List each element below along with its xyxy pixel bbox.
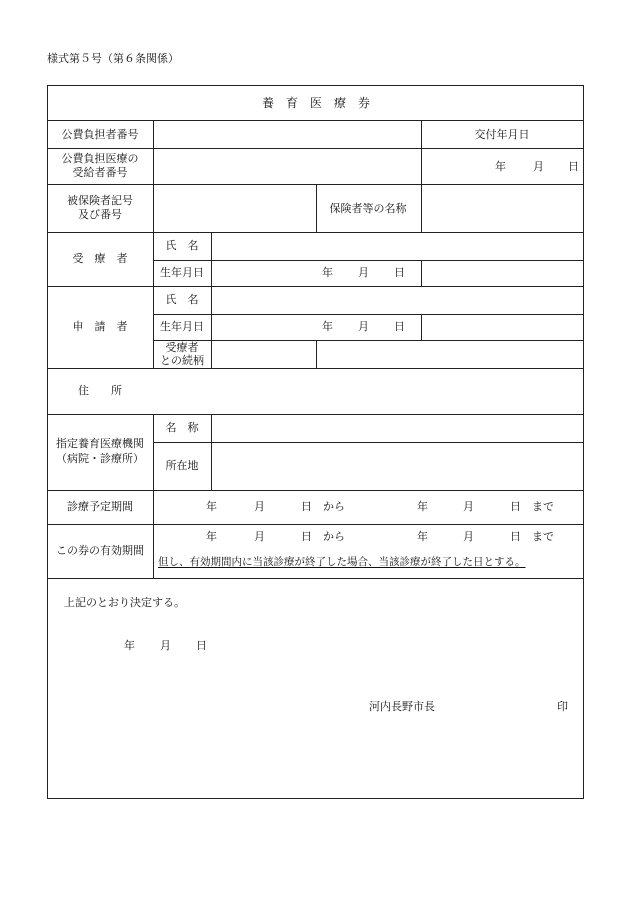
scheduled-period-label: 診療予定期間 xyxy=(67,500,133,513)
form-number: 様式第５号（第６条関係） xyxy=(47,52,179,65)
valid-period-label: この券の有効期間 xyxy=(56,544,144,557)
applicant-birth-year: 年 xyxy=(322,320,333,333)
valid-from-year: 年 xyxy=(206,530,217,543)
scheduled-from-text: から xyxy=(323,500,345,513)
issue-date-year: 年 xyxy=(495,160,506,173)
address-label: 住 所 xyxy=(78,384,122,397)
applicant-label: 申 請 者 xyxy=(72,320,128,333)
form-title: 養 育 医 療 券 xyxy=(261,96,371,110)
institution-label-line1: 指定養育医療機関 xyxy=(56,437,144,450)
insurer-name-label: 保険者等の名称 xyxy=(329,202,407,215)
insured-number-label-line1: 被保険者記号 xyxy=(67,194,133,207)
valid-to-month: 月 xyxy=(463,530,474,543)
institution-location-label: 所在地 xyxy=(165,459,199,472)
patient-name-label: 氏 名 xyxy=(165,239,199,252)
decision-text: 上記のとおり決定する。 xyxy=(64,596,185,609)
patient-label: 受 療 者 xyxy=(72,252,128,265)
institution-label-line2: （病院・診療所） xyxy=(56,452,144,465)
patient-birth-month: 月 xyxy=(358,266,369,279)
insured-number-label-line2: 及び番号 xyxy=(78,208,122,221)
decision-month: 月 xyxy=(160,639,171,652)
medical-voucher-form xyxy=(47,85,584,799)
recipient-number-label-line1: 公費負担医療の xyxy=(61,152,139,165)
issue-date-month: 月 xyxy=(533,160,544,173)
relation-label-line2: との続柄 xyxy=(160,354,204,367)
patient-birth-year: 年 xyxy=(322,266,333,279)
valid-from-text: から xyxy=(323,530,345,543)
institution-name-label: 名 称 xyxy=(165,421,199,434)
seal-mark: 印 xyxy=(557,700,568,713)
validity-proviso: 但し、有効期間内に当該診療が終了した場合、当該診療が終了した日とする。 xyxy=(158,556,526,568)
scheduled-from-day: 日 xyxy=(301,500,312,513)
valid-to-day: 日 xyxy=(510,530,521,543)
payer-number-label: 公費負担者番号 xyxy=(61,128,139,141)
patient-birthdate-label: 生年月日 xyxy=(160,266,204,279)
recipient-number-label-line2: 受給者番号 xyxy=(72,166,128,179)
applicant-birth-day: 日 xyxy=(394,320,405,333)
scheduled-to-month: 月 xyxy=(463,500,474,513)
valid-from-day: 日 xyxy=(301,530,312,543)
applicant-name-label: 氏 名 xyxy=(165,293,199,306)
mayor-title: 河内長野市長 xyxy=(369,700,435,713)
decision-year: 年 xyxy=(124,639,135,652)
applicant-birth-month: 月 xyxy=(358,320,369,333)
scheduled-to-day: 日 xyxy=(510,500,521,513)
valid-from-month: 月 xyxy=(254,530,265,543)
scheduled-to-text: まで xyxy=(532,500,554,513)
scheduled-from-month: 月 xyxy=(254,500,265,513)
scheduled-to-year: 年 xyxy=(417,500,428,513)
patient-birth-day: 日 xyxy=(394,266,405,279)
issue-date-label: 交付年月日 xyxy=(474,128,530,141)
valid-to-year: 年 xyxy=(417,530,428,543)
relation-label-line1: 受療者 xyxy=(165,341,199,354)
issue-date-day: 日 xyxy=(568,160,579,173)
applicant-birthdate-label: 生年月日 xyxy=(160,320,204,333)
decision-day: 日 xyxy=(196,639,207,652)
scheduled-from-year: 年 xyxy=(206,500,217,513)
valid-to-text: まで xyxy=(532,530,554,543)
